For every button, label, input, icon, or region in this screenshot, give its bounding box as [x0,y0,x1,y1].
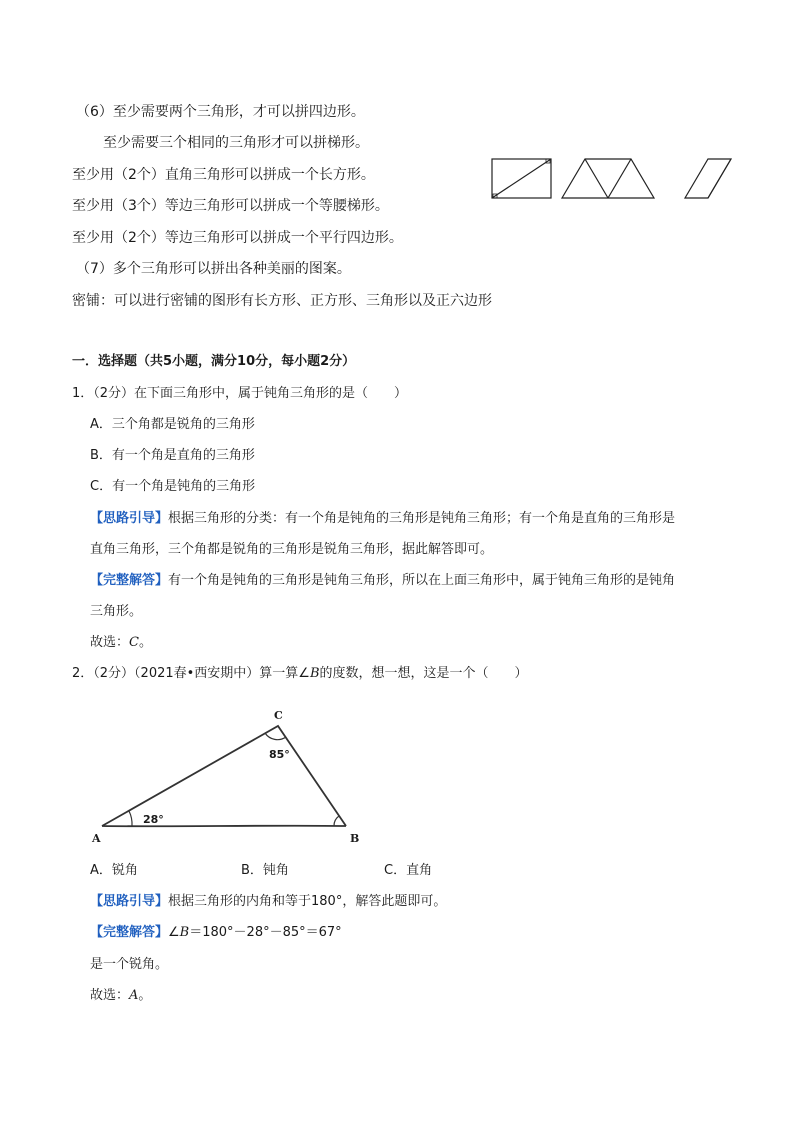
q1-choice [90,634,152,652]
q2-choice [90,987,151,1005]
q1-option-a: A．三个角都是锐角的三角形 [90,417,255,432]
vertex-a-label: A [92,832,101,845]
vertex-c-label: C [274,709,283,722]
angle-b-arc [334,816,339,826]
note-item6: （6）至少需要两个三角形，才可以拼四边形。 [76,104,365,120]
q2-option-c: C．直角 [384,863,433,878]
q1-hint-line2: 直角三角形，三个角都是锐角的三角形是锐角三角形，据此解答即可。 [90,542,494,557]
q1-answer-tag: 【完整解答】 [90,573,169,588]
vertex-b-label: B [350,832,360,845]
q2-choice-prefix: 故选： [90,988,130,1003]
q2-hint-text: 根据三角形的内角和等于180°，解答此题即可。 [168,894,447,909]
q2-answer-var: B [179,925,190,940]
q2-conclusion: 是一个锐角。 [90,957,169,972]
q1-hint-line1: 根据三角形的分类：有一个角是钝角的三角形是钝角三角形；有一个角是直角的三角形是 [168,511,676,526]
triangle-abc-figure [88,706,368,846]
trapezoid-from-equilateral-triangles [562,159,654,198]
parallelogram-from-equilateral-triangles [685,159,731,198]
triangle-abc [102,726,346,826]
section-title: 一．选择题（共5小题，满分10分，每小题2分） [72,354,356,369]
q2-answer-pre: ∠ [168,925,180,940]
note-tessellation: 密铺：可以进行密铺的图形有长方形、正方形、三角形以及正六边形 [72,293,492,309]
q1-choice-value: C [129,635,139,650]
q2-hint-tag: 【思路引导】 [90,894,169,909]
q2-option-a: A．锐角 [90,863,138,878]
q2-answer [90,924,342,942]
angle-a-label: 28° [143,813,164,826]
note-right-rectangle: 至少用（2个）直角三角形可以拼成一个长方形。 [72,167,375,183]
q2-stem-var: B [309,666,320,681]
q2-option-b: B．钝角 [241,863,289,878]
q1-hint-tag: 【思路引导】 [90,511,169,526]
q1-choice-prefix: 故选： [90,635,130,650]
rectangle-from-right-triangles [492,159,551,198]
q1-option-b: B．有一个角是直角的三角形 [90,448,255,463]
q1-choice-suffix: 。 [138,635,152,650]
note-item7: （7）多个三角形可以拼出各种美丽的图案。 [76,261,351,277]
q1-answer-line1: 有一个角是钝角的三角形是钝角三角形，所以在上面三角形中，属于钝角三角形的是钝角 [168,573,676,588]
q2-answer-text: ＝180°－28°－85°＝67° [189,925,342,940]
q2-choice-value: A [129,988,139,1003]
q2-stem-b: 的度数，想一想，这是一个（ ） [319,666,528,681]
q2-stem-a: 2．（2分）（2021春•西安期中）算一算∠ [72,666,310,681]
q1-stem: 1．（2分）在下面三角形中，属于钝角三角形的是（ ） [72,386,408,401]
q2-choice-suffix: 。 [138,988,152,1003]
q1-option-c: C．有一个角是钝角的三角形 [90,479,256,494]
note-parallelogram: 至少用（2个）等边三角形可以拼成一个平行四边形。 [72,230,403,246]
q1-answer [90,572,675,590]
note-item6-sub: 至少需要三个相同的三角形才可以拼梯形。 [103,135,369,151]
angle-a-arc [129,811,132,826]
q2-answer-tag: 【完整解答】 [90,925,169,940]
q1-answer-line2: 三角形。 [90,604,143,619]
q1-hint [90,510,675,528]
q2-stem [72,665,528,683]
angle-c-label: 85° [269,748,290,761]
q2-hint [90,893,446,911]
composite-shapes-figure [490,156,740,202]
note-equilateral-trapezoid: 至少用（3个）等边三角形可以拼成一个等腰梯形。 [72,198,389,214]
